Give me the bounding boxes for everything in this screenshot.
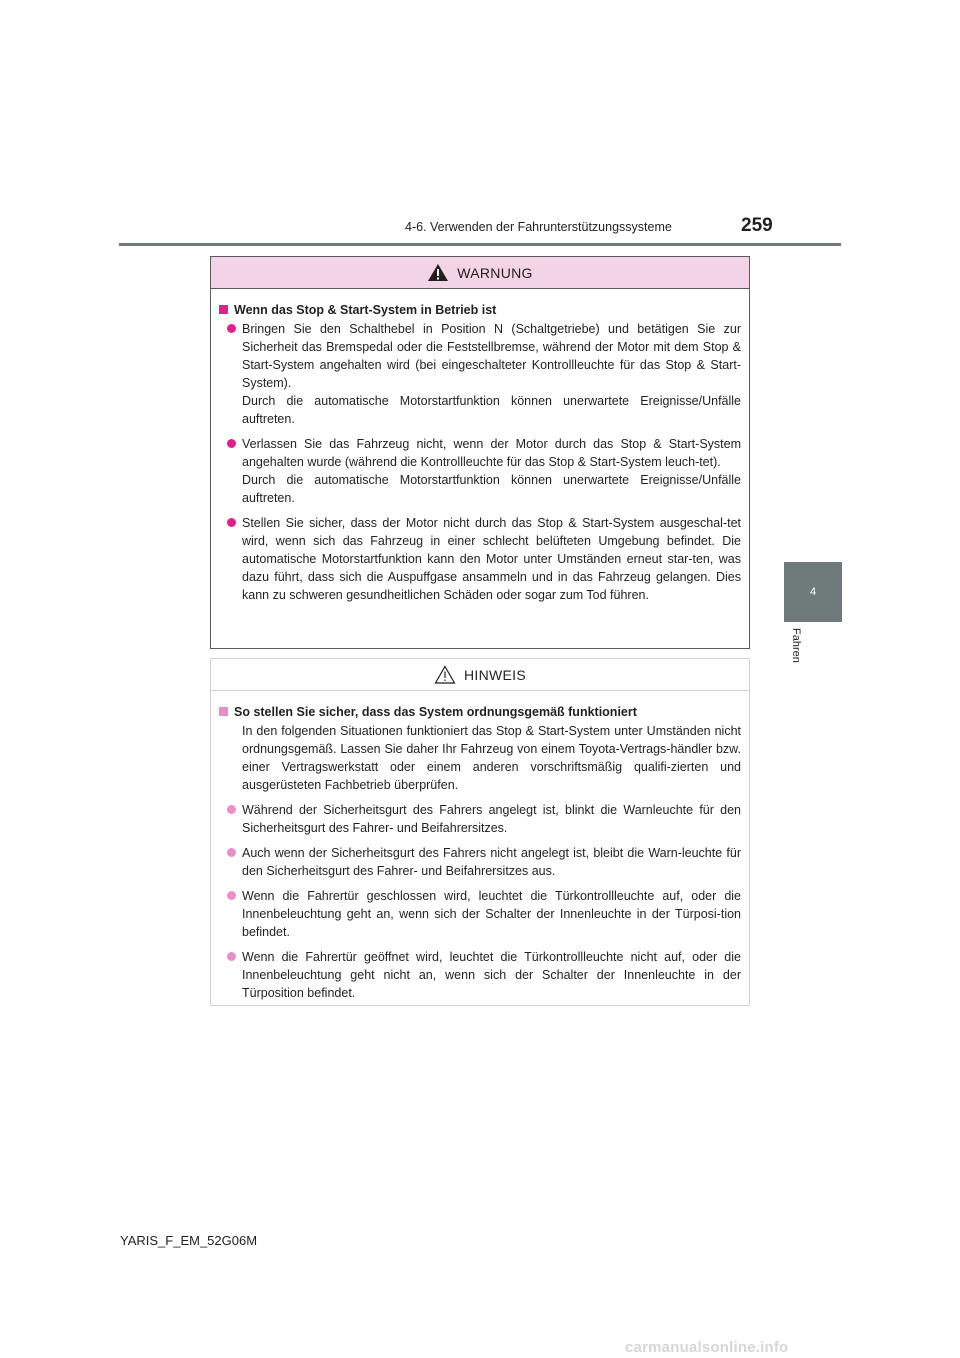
document-code: YARIS_F_EM_52G06M	[120, 1233, 258, 1248]
warning-label: WARNUNG	[457, 264, 533, 281]
bullet-dot-icon	[227, 518, 236, 527]
notice-bullet	[219, 801, 741, 837]
notice-box	[210, 658, 750, 1006]
page-number: 259	[741, 215, 773, 236]
bullet-text: Stellen Sie sicher, dass der Motor nicht durch das Stop & Start-System ausgeschal-tet wird, wenn sich das Fahrzeug in einer schlecht belüfteten Umgebung befindet. Die automatische Motorstartfunktion kann den Motor unter Umständen erneut star-ten, was dazu führt, dass sich die Auspuffgase ansammeln und in das Fahrzeug gelangen. Dies kann zu schweren gesundheitlichen Schäden oder sogar zum Tod führen.	[242, 516, 741, 602]
bullet-dot-icon	[227, 324, 236, 333]
watermark: carmanualsonline.info	[625, 1339, 789, 1356]
running-header: 4-6. Verwenden der Fahrunterstützungssysteme	[405, 220, 672, 234]
bullet-text: Auch wenn der Sicherheitsgurt des Fahrers nicht angelegt ist, bleibt die Warn-leuchte für den Sicherheitsgurt des Fahrer- und Beifahrersitzes aus.	[242, 846, 741, 878]
chapter-label: Fahren	[790, 628, 802, 663]
bullet-text: Verlassen Sie das Fahrzeug nicht, wenn der Motor durch das Stop & Start-System angehalten wurde (während die Kontrollleuchte für das Stop & Start-System leuch-tet).	[242, 437, 741, 469]
bullet-text: Durch die automatische Motorstartfunktion können unerwartete Ereignisse/Unfälle auftreten.	[242, 473, 741, 505]
square-bullet-icon	[219, 305, 228, 314]
bullet-dot-icon	[227, 805, 236, 814]
bullet-dot-icon	[227, 848, 236, 857]
chapter-number: 4	[809, 586, 817, 598]
notice-label: HINWEIS	[464, 666, 526, 683]
notice-intro: In den folgenden Situationen funktioniert das Stop & Start-System unter Umständen nicht ordnungsgemäß. Lassen Sie daher Ihr Fahrzeug von einem Toyota-Vertrags-händler bzw. einer Vertragswerkstatt oder einem anderen vorschriftsmäßig qualifi-zierten und ausgerüsteten Fachbetrieb überprüfen.	[242, 724, 741, 792]
notice-section-title: So stellen Sie sicher, dass das System ordnungsgemäß funktioniert	[219, 703, 741, 721]
notice-bullet	[219, 887, 741, 941]
warning-bullet	[219, 514, 741, 604]
bullet-text: Wenn die Fahrertür geschlossen wird, leuchtet die Türkontrollleuchte auf, oder die Innenbeleuchtung geht an, wenn sich der Schalter der Innenleuchte in der Türposi-tion befindet.	[242, 889, 741, 939]
bullet-text: Durch die automatische Motorstartfunktion können unerwartete Ereignisse/Unfälle auftreten.	[242, 394, 741, 426]
bullet-text: Wenn die Fahrertür geöffnet wird, leuchtet die Türkontrollleuchte nicht auf, oder die Innenbeleuchtung geht nicht an, wenn sich der Schalter der Innenleuchte in der Türposition befindet.	[242, 950, 741, 1000]
bullet-text: Während der Sicherheitsgurt des Fahrers angelegt ist, blinkt die Warnleuchte für den Sicherheitsgurt des Fahrer- und Beifahrersitzes.	[242, 803, 741, 835]
bullet-dot-icon	[227, 439, 236, 448]
warning-body	[211, 289, 749, 604]
warning-triangle-icon	[427, 263, 449, 282]
square-bullet-icon	[219, 707, 228, 716]
warning-section-title: Wenn das Stop & Start-System in Betrieb ist	[219, 301, 741, 319]
warning-box	[210, 256, 750, 649]
notice-bullet	[219, 948, 741, 1002]
notice-bullet	[219, 844, 741, 880]
header-rule	[119, 243, 841, 246]
bullet-dot-icon	[227, 891, 236, 900]
bullet-dot-icon	[227, 952, 236, 961]
notice-header	[211, 659, 749, 691]
warning-header	[211, 257, 749, 289]
chapter-tab	[784, 562, 842, 622]
warning-bullet	[219, 435, 741, 507]
warning-bullet	[219, 320, 741, 428]
bullet-text: Bringen Sie den Schalthebel in Position N (Schaltgetriebe) und betätigen Sie zur Sicherheit das Bremspedal oder die Feststellbremse, während der Motor mit dem Stop & Start-System angehalten wird (bei eingeschalteter Kontrollleuchte für das Stop & Start-System).	[242, 322, 741, 390]
notice-body	[211, 691, 749, 1002]
notice-triangle-icon	[434, 665, 456, 684]
